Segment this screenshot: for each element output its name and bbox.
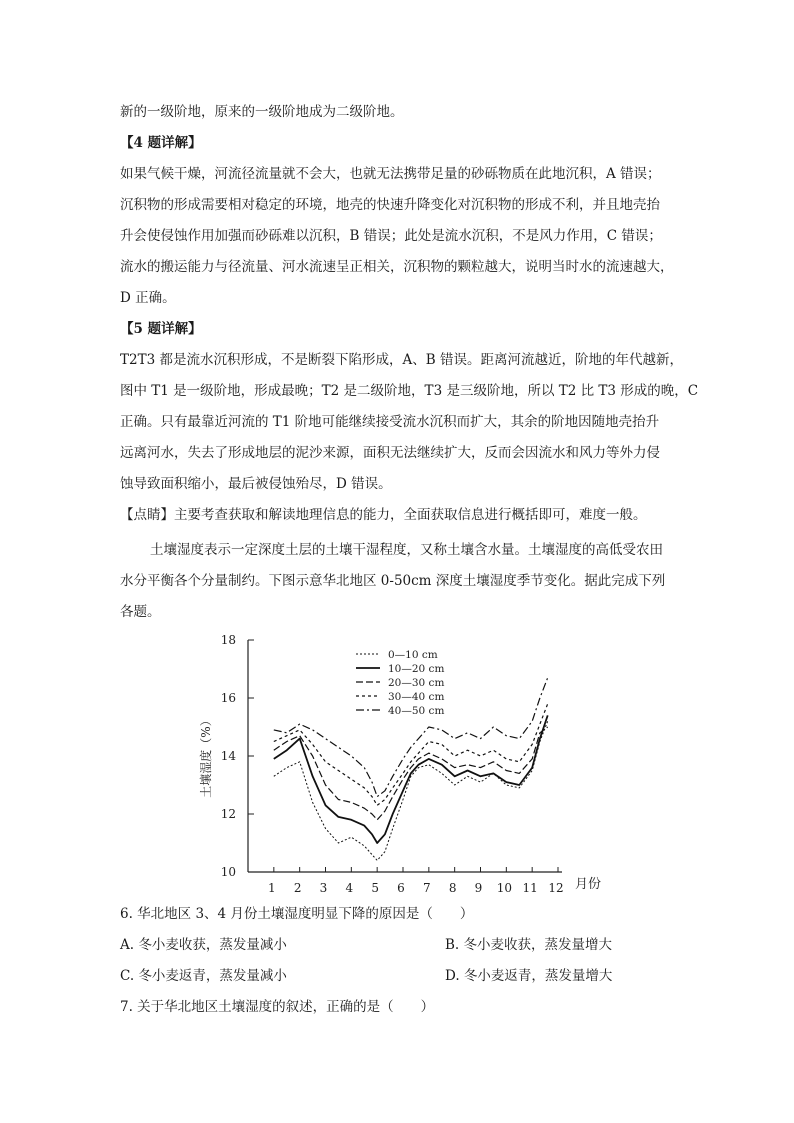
x-tick-label: 2 bbox=[293, 881, 302, 895]
heading-q5: 【5 题详解】 bbox=[120, 321, 202, 337]
x-tick-label: 12 bbox=[548, 881, 564, 895]
legend-label: 10—20 cm bbox=[388, 663, 445, 675]
x-tick-label: 1 bbox=[268, 881, 276, 895]
series-line-1 bbox=[274, 721, 548, 860]
y-axis-label: 土壤湿度（%） bbox=[199, 714, 213, 798]
y-tick-label: 14 bbox=[220, 749, 236, 763]
legend-label: 30—40 cm bbox=[388, 691, 445, 703]
option-c: C. 冬小麦返青，蒸发量减小 bbox=[120, 968, 287, 984]
x-tick-label: 9 bbox=[474, 881, 483, 895]
x-tick-label: 8 bbox=[448, 881, 457, 895]
text-line: 远离河水，失去了形成地层的泥沙来源，面积无法继续扩大，反而会因流水和风力等外力侵 bbox=[120, 445, 660, 461]
x-tick-label: 3 bbox=[319, 881, 328, 895]
series-line-2 bbox=[274, 715, 548, 843]
option-b: B. 冬小麦收获，蒸发量增大 bbox=[445, 937, 613, 953]
text-line: T2T3 都是流水沉积形成，不是断裂下陷形成，A、B 错误。距离河流越近，阶地的年代越新， bbox=[120, 352, 683, 368]
x-tick-label: 7 bbox=[423, 881, 431, 895]
tip-text: 【点睛】主要考查获取和解读地理信息的能力，全面获取信息进行概括即可，难度一般。 bbox=[120, 507, 647, 523]
series-line-4 bbox=[274, 704, 548, 806]
legend-label: 20—30 cm bbox=[388, 677, 445, 689]
text-line: 各题。 bbox=[120, 604, 161, 620]
text-line: 水分平衡各个分量制约。下图示意华北地区 0-50cm 深度土壤湿度季节变化。据此完成下列 bbox=[120, 573, 666, 589]
text-line: 沉积物的形成需要相对稳定的环境，地壳的快速升降变化对沉积物的形成不利，并且地壳抬 bbox=[120, 197, 660, 213]
legend-label: 40—50 cm bbox=[388, 705, 445, 717]
y-tick-label: 18 bbox=[220, 633, 236, 647]
question-7: 7. 关于华北地区土壤湿度的叙述，正确的是（ ） bbox=[120, 999, 435, 1015]
question-6: 6. 华北地区 3、4 月份土壤湿度明显下降的原因是（ ） bbox=[120, 906, 474, 922]
text-line: 正确。只有最靠近河流的 T1 阶地可能继续接受流水沉积而扩大，其余的阶地因随地壳抬升 bbox=[120, 414, 660, 430]
text-line: 流水的搬运能力与径流量、河水流速呈正相关，沉积物的颗粒越大，说明当时水的流速越大， bbox=[120, 259, 674, 275]
x-tick-label: 5 bbox=[371, 881, 379, 895]
text-line: 如果气候干燥，河流径流量就不会大，也就无法携带足量的砂砾物质在此地沉积，A 错误； bbox=[120, 166, 661, 182]
y-tick-label: 10 bbox=[220, 865, 236, 879]
y-tick-label: 12 bbox=[220, 807, 236, 821]
option-d: D. 冬小麦返青，蒸发量增大 bbox=[445, 968, 613, 984]
text-line: D 正确。 bbox=[120, 290, 176, 306]
text-line: 蚀导致面积缩小，最后被侵蚀殆尽，D 错误。 bbox=[120, 476, 392, 492]
text-line: 图中 T1 是一级阶地，形成最晚；T2 是二级阶地，T3 是三级阶地，所以 T2 比 T3 形成的晚，C bbox=[120, 383, 699, 399]
x-tick-label: 4 bbox=[345, 881, 354, 895]
x-axis-label: 月份 bbox=[574, 877, 602, 892]
y-tick-label: 16 bbox=[220, 691, 236, 705]
x-tick-label: 10 bbox=[496, 881, 512, 895]
text-line: 土壤湿度表示一定深度土层的土壤干湿程度，又称土壤含水量。土壤湿度的高低受农田 bbox=[150, 542, 663, 558]
legend-label: 0—10 cm bbox=[388, 649, 438, 661]
option-a: A. 冬小麦收获，蒸发量减小 bbox=[120, 937, 287, 953]
x-tick-label: 11 bbox=[522, 881, 538, 895]
heading-q4: 【4 题详解】 bbox=[120, 135, 202, 151]
soil-moisture-chart bbox=[190, 630, 610, 900]
text-line: 新的一级阶地，原来的一级阶地成为二级阶地。 bbox=[120, 104, 404, 120]
x-tick-label: 6 bbox=[397, 881, 405, 895]
text-line: 升会使侵蚀作用加强而砂砾难以沉积，B 错误；此处是流水沉积，不是风力作用，C 错误； bbox=[120, 228, 662, 244]
